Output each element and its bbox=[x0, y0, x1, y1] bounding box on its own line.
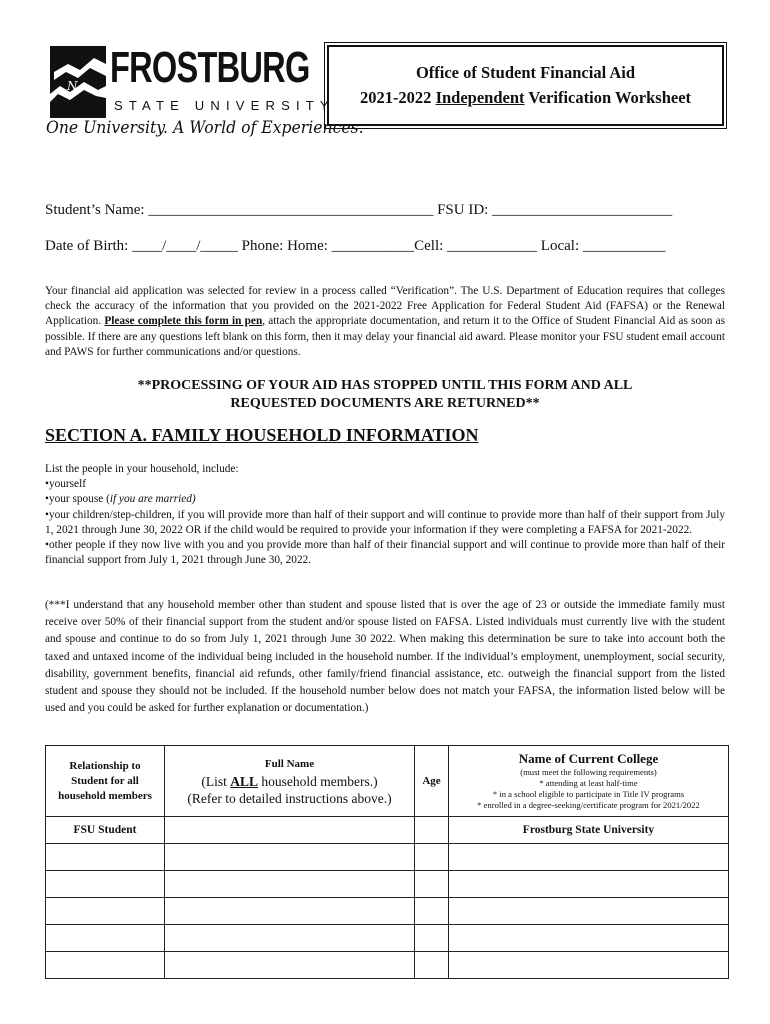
header-text: Relationship to bbox=[69, 759, 141, 772]
table-row bbox=[46, 817, 729, 844]
header-text-part: (List bbox=[201, 773, 231, 789]
header-text-part: ALL bbox=[230, 773, 259, 789]
notice-line-1: **PROCESSING OF YOUR AID HAS STOPPED UNTIL THIS FORM AND ALL bbox=[137, 378, 633, 393]
cell-college[interactable] bbox=[449, 844, 729, 871]
cell-relationship[interactable] bbox=[46, 871, 165, 898]
processing-notice bbox=[45, 377, 725, 413]
university-logo bbox=[46, 42, 364, 147]
header-full-name bbox=[165, 746, 415, 817]
svg-text:N: N bbox=[67, 79, 78, 93]
cell-age[interactable] bbox=[415, 817, 449, 844]
cell-relationship[interactable] bbox=[46, 925, 165, 952]
table-row bbox=[46, 952, 729, 979]
cell-full-name[interactable] bbox=[165, 952, 415, 979]
worksheet-type: Independent bbox=[435, 88, 525, 107]
frostburg-mountain-icon bbox=[50, 46, 106, 118]
header-text: Student for all bbox=[71, 774, 139, 787]
header-text: (Refer to detailed instructions above.) bbox=[187, 790, 392, 806]
header-age: Age bbox=[415, 746, 449, 817]
intro-pen-instruction: Please complete this form in pen bbox=[104, 315, 263, 328]
cell-college[interactable] bbox=[449, 898, 729, 925]
list-item: •other people if they now live with you and you provide more than half of their financial support and will continue to provide more than half of their financial support from July 1, 2021 through June 30, 2022. bbox=[45, 539, 725, 567]
list-intro: List the people in your household, include: bbox=[45, 463, 239, 475]
cell-college[interactable] bbox=[449, 952, 729, 979]
intro-text-1: Your financial aid application was selected for review in a process called “Verification”. The U.S. Department of Education requires that colleges check the accuracy of the information that you provided on the 2021-2022 Free Application for Federal Student Aid (FAFSA) or the Renewal Application. bbox=[45, 285, 725, 328]
office-title: Office of Student Financial Aid bbox=[415, 63, 636, 82]
section-a-heading: SECTION A. FAMILY HOUSEHOLD INFORMATION bbox=[45, 425, 479, 445]
cell-age[interactable] bbox=[415, 871, 449, 898]
cell-full-name[interactable] bbox=[165, 844, 415, 871]
header-requirement: * in a school eligible to participate in Title IV programs bbox=[492, 789, 685, 799]
table-row bbox=[46, 844, 729, 871]
list-item bbox=[45, 492, 725, 507]
logo-subtitle: STATE UNIVERSITY bbox=[114, 98, 335, 113]
cell-relationship: FSU Student bbox=[46, 817, 165, 844]
notice-line-2: REQUESTED DOCUMENTS ARE RETURNED** bbox=[230, 396, 540, 411]
worksheet-title bbox=[329, 88, 722, 108]
cell-age[interactable] bbox=[415, 844, 449, 871]
cell-full-name[interactable] bbox=[165, 817, 415, 844]
cell-relationship[interactable] bbox=[46, 898, 165, 925]
table-row bbox=[46, 925, 729, 952]
cell-relationship[interactable] bbox=[46, 952, 165, 979]
header-text bbox=[165, 773, 414, 790]
list-item-italic: if you are married) bbox=[109, 493, 196, 506]
cell-age[interactable] bbox=[415, 925, 449, 952]
household-note: (***I understand that any household member other than student and spouse listed that is over the age of 23 or outside the immediate family must receive over 50% of their financial support from the student and/or spouse listed on FAFSA. Listed individuals must currently live with the student and spouse and continue to do so from July 1, 2021 through June 30 2022. When making this determination be sure to take into account both the taxed and untaxed income of the individual being included in the household number. If the individual’s employment, unemployment, social security, disability, government benefits, financial aid refunds, other family/friend financial assistance, etc. outweigh the financial support from the listed student and spouse they should not be included. If the household number below does not match your FAFSA, the information listed below will be used and you could be asked for further explanation or documentation.) bbox=[45, 599, 725, 715]
list-item: •your children/step-children, if you will provide more than half of their support and will continue to provide more than half of their support from July 1, 2021 through June 30, 2022 OR if the child would be required to provide your information if they were completing a FAFSA for 2021-2022. bbox=[45, 508, 725, 536]
header-relationship bbox=[46, 746, 165, 817]
list-item: •yourself bbox=[45, 478, 86, 491]
cell-age[interactable] bbox=[415, 898, 449, 925]
cell-full-name[interactable] bbox=[165, 898, 415, 925]
header-text-part: household members.) bbox=[258, 773, 378, 789]
cell-age[interactable] bbox=[415, 952, 449, 979]
logo-wordmark: FROSTBURG bbox=[110, 43, 310, 92]
household-table bbox=[45, 745, 729, 979]
student-name-id-line[interactable]: Student’s Name: ______________________________________ FSU ID: ________________________ bbox=[45, 202, 673, 218]
list-item-text: •your spouse ( bbox=[45, 493, 110, 506]
table-row bbox=[46, 871, 729, 898]
header-text: household members bbox=[58, 789, 152, 802]
worksheet-year: 2021-2022 bbox=[359, 88, 432, 107]
header-text: Full Name bbox=[264, 757, 315, 770]
dob-phone-line[interactable]: Date of Birth: ____/____/_____ Phone: Home: ___________Cell: ____________ Local: ___________ bbox=[45, 238, 666, 254]
intro-paragraph bbox=[45, 284, 725, 360]
header-requirement: * attending at least half-time bbox=[539, 778, 638, 788]
header-requirement: (must meet the following requirements) bbox=[520, 767, 657, 777]
logo-tagline: One University. A World of Experiences. bbox=[46, 118, 364, 138]
cell-college: Frostburg State University bbox=[449, 817, 729, 844]
header-college bbox=[449, 746, 729, 817]
header-text: Name of Current College bbox=[518, 751, 659, 766]
cell-full-name[interactable] bbox=[165, 925, 415, 952]
household-list bbox=[45, 462, 725, 568]
worksheet-name: Verification Worksheet bbox=[528, 88, 692, 107]
intro-text-2: , attach the appropriate documentation, and return it to the Office of Student Financial Aid as soon as possible. If there are any questions left blank on this form, then it may delay your financial aid award. Please monitor your FSU student email account and PAWS for further communications and/or questions. bbox=[45, 315, 726, 358]
cell-relationship[interactable] bbox=[46, 844, 165, 871]
cell-full-name[interactable] bbox=[165, 871, 415, 898]
form-title-box bbox=[327, 45, 724, 126]
table-header-row bbox=[46, 746, 729, 817]
table-row bbox=[46, 898, 729, 925]
header-requirement: * enrolled in a degree-seeking/certificate program for 2021/2022 bbox=[477, 800, 700, 810]
cell-college[interactable] bbox=[449, 925, 729, 952]
cell-college[interactable] bbox=[449, 871, 729, 898]
